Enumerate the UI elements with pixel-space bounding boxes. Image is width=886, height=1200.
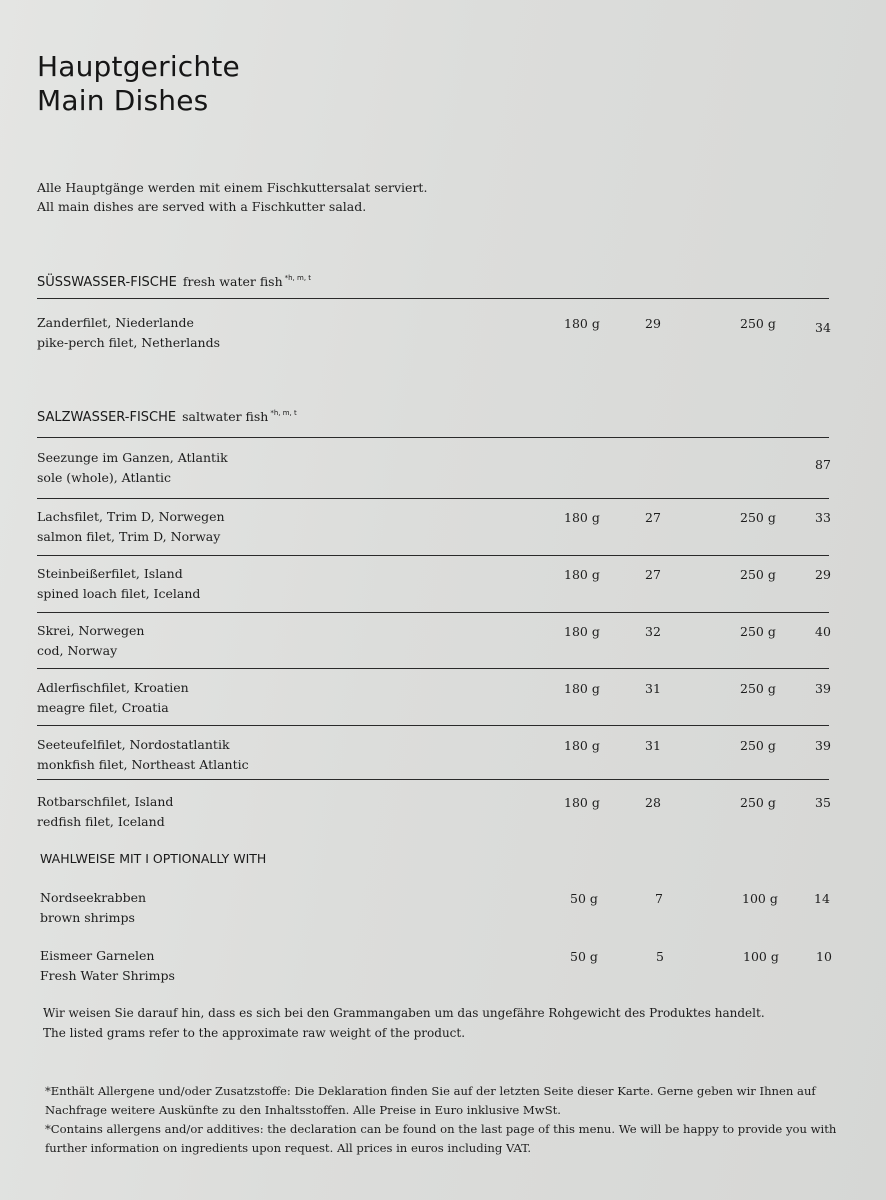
- section-subtitle: fresh water fish: [182, 274, 283, 289]
- dish-name: [37, 735, 249, 774]
- addon-name-english: Fresh Water Shrimps: [40, 967, 175, 983]
- allergen-marker: *h, m, t: [284, 274, 312, 282]
- disclaimer-english: *Contains allergens and/or additives: the declaration can be found on the last page of this menu. We will be happy to provide you with further information on ingredients upon request. All prices in euros including VAT.: [45, 1122, 837, 1155]
- section-heading-freshwater: [37, 274, 311, 290]
- weight-large: 250 g: [740, 316, 776, 331]
- addon-name: [40, 946, 175, 985]
- dish-name-english: redfish filet, Iceland: [37, 813, 165, 829]
- row-divider: [37, 725, 829, 726]
- price-small: 27: [645, 510, 661, 525]
- price-large: 39: [815, 738, 831, 753]
- dish-name-german: Seeteufelfilet, Nordostatlantik: [37, 737, 230, 752]
- price-small: 32: [645, 624, 661, 639]
- price-small: 7: [655, 891, 663, 906]
- weight-large: 250 g: [740, 681, 776, 696]
- weight-small: 180 g: [564, 567, 600, 582]
- menu-item-row: [0, 621, 886, 665]
- price-large: 34: [815, 320, 831, 335]
- price-large: 10: [816, 949, 832, 964]
- dish-name-english: cod, Norway: [37, 642, 118, 658]
- section-subtitle: saltwater fish: [182, 409, 269, 424]
- weight-large: 250 g: [740, 624, 776, 639]
- dish-name-german: Zanderfilet, Niederlande: [37, 315, 194, 330]
- row-divider: [37, 668, 829, 669]
- weight-large: 250 g: [740, 567, 776, 582]
- dish-name: [37, 621, 144, 660]
- dish-name-english: pike-perch filet, Netherlands: [37, 334, 220, 350]
- dish-name: [37, 313, 220, 352]
- disclaimer-german: *Enthält Allergene und/oder Zusatzstoffe: Die Deklaration finden Sie auf der letzten Seite dieser Karte. Gerne geben wir Ihnen auf Nachfrage weitere Auskünfte zu den Inhaltsstoffen. Alle Preise in Euro inklusive MwSt.: [45, 1084, 816, 1117]
- dish-name: [37, 507, 225, 546]
- row-divider: [37, 612, 829, 613]
- price-large: 33: [815, 510, 831, 525]
- price-small: 29: [645, 316, 661, 331]
- weight-small: 180 g: [564, 795, 600, 810]
- dish-name-english: salmon filet, Trim D, Norway: [37, 528, 221, 544]
- price-small: 31: [645, 738, 661, 753]
- dish-name-german: Steinbeißerfilet, Island: [37, 566, 183, 581]
- allergen-disclaimer: [45, 1082, 845, 1158]
- weight-note: [43, 1003, 765, 1043]
- weight-note-german: Wir weisen Sie darauf hin, dass es sich bei den Grammangaben um das ungefähre Rohgewicht des Produktes handelt.: [43, 1006, 765, 1020]
- dish-name-german: Lachsfilet, Trim D, Norwegen: [37, 509, 225, 524]
- weight-large: 250 g: [740, 795, 776, 810]
- menu-item-row: [0, 678, 886, 722]
- dish-name-german: Seezunge im Ganzen, Atlantik: [37, 450, 228, 465]
- addon-row: [0, 946, 886, 990]
- dish-name-english: sole (whole), Atlantic: [37, 469, 172, 485]
- weight-small: 180 g: [564, 510, 600, 525]
- section-title: SALZWASSER-FISCHE: [37, 410, 177, 425]
- addon-name-english: brown shrimps: [40, 909, 135, 925]
- section-title: SÜSSWASSER-FISCHE: [37, 275, 177, 290]
- row-divider: [37, 498, 829, 499]
- title-german: Hauptgerichte: [37, 50, 240, 83]
- dish-name-german: Skrei, Norwegen: [37, 623, 145, 638]
- price-small: 31: [645, 681, 661, 696]
- weight-small: 180 g: [564, 738, 600, 753]
- section-heading-saltwater: [37, 409, 297, 425]
- weight-small: 180 g: [564, 624, 600, 639]
- weight-note-english: The listed grams refer to the approximate raw weight of the product.: [43, 1026, 466, 1040]
- menu-item-row: [0, 792, 886, 836]
- menu-item-row: [0, 507, 886, 551]
- addon-row: [0, 888, 886, 932]
- menu-item-row: [0, 313, 886, 357]
- dish-name: [37, 678, 189, 717]
- dish-name-german: Rotbarschfilet, Island: [37, 794, 174, 809]
- menu-item-row: [0, 448, 886, 492]
- weight-large: 100 g: [742, 891, 778, 906]
- price-large: 40: [815, 624, 831, 639]
- price-large: 39: [815, 681, 831, 696]
- price-small: 28: [645, 795, 661, 810]
- weight-small: 180 g: [564, 681, 600, 696]
- title-english: Main Dishes: [37, 84, 209, 117]
- section-divider: [37, 437, 829, 438]
- dish-name-english: spined loach filet, Iceland: [37, 585, 201, 601]
- allergen-marker: *h, m, t: [270, 409, 297, 417]
- page-title: [37, 50, 240, 118]
- weight-small: 50 g: [570, 891, 598, 906]
- addon-name-german: Eismeer Garnelen: [40, 948, 155, 963]
- price-large: 87: [815, 457, 831, 472]
- weight-small: 50 g: [570, 949, 598, 964]
- dish-name: [37, 448, 228, 487]
- price-small: 5: [656, 949, 664, 964]
- dish-name-english: monkfish filet, Northeast Atlantic: [37, 756, 249, 772]
- intro-german: Alle Hauptgänge werden mit einem Fischkuttersalat serviert.: [37, 180, 428, 195]
- intro-english: All main dishes are served with a Fischkutter salad.: [37, 199, 367, 214]
- price-large: 35: [815, 795, 831, 810]
- row-divider: [37, 555, 829, 556]
- section-divider: [37, 298, 829, 299]
- dish-name-english: meagre filet, Croatia: [37, 699, 169, 715]
- weight-small: 180 g: [564, 316, 600, 331]
- optional-heading: WAHLWEISE MIT I OPTIONALLY WITH: [40, 851, 267, 866]
- addon-name: [40, 888, 146, 927]
- intro-text: [37, 178, 427, 216]
- dish-name: [37, 564, 200, 603]
- row-divider: [37, 779, 829, 780]
- weight-large: 100 g: [743, 949, 779, 964]
- weight-large: 250 g: [740, 510, 776, 525]
- price-large: 29: [815, 567, 831, 582]
- price-small: 27: [645, 567, 661, 582]
- menu-item-row: [0, 564, 886, 608]
- weight-large: 250 g: [740, 738, 776, 753]
- price-large: 14: [814, 891, 830, 906]
- addon-name-german: Nordseekrabben: [40, 890, 147, 905]
- dish-name: [37, 792, 173, 831]
- dish-name-german: Adlerfischfilet, Kroatien: [37, 680, 189, 695]
- menu-item-row: [0, 735, 886, 779]
